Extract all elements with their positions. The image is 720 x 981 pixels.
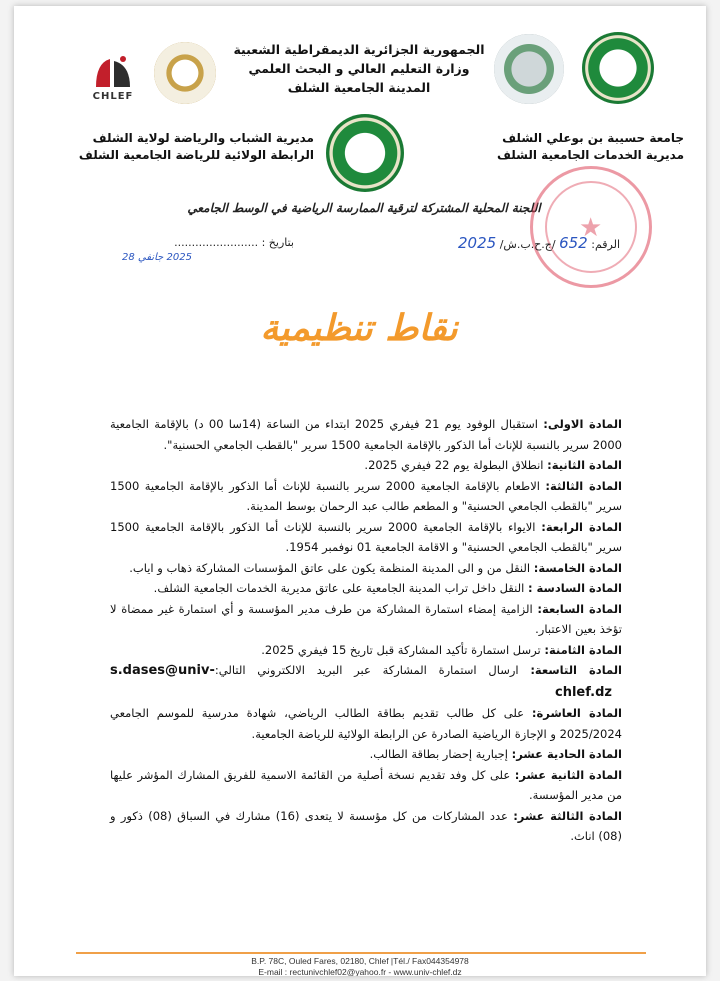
article-text: على كل طالب تقديم بطاقة الطالب الرياضي، شهادة مدرسية للموسم الجامعي 2025/2024 و الإجازة الرياضية الصادرة عن الرابطة الولائية للرياضة الجامعية. [110,706,622,741]
right-institution-block [484,130,684,164]
article-label: المادة الثالثة: [545,478,622,493]
article-item [110,744,622,765]
article-label: المادة الثانية عشر: [514,767,623,782]
article-label: المادة السادسة : [527,581,622,595]
article-text: على كل وفد تقديم نسخة أصلية من القائمة الاسمية للفريق المشارك المؤشر عليها من مدير المؤسسة. [110,767,622,802]
chlef-university-logo [80,46,146,108]
reference-line [390,234,620,252]
header-ministry: وزارة التعليم العالي و البحث العلمي [248,61,470,76]
footer-contact [14,956,706,976]
official-header [224,40,494,97]
article-text: استقبال الوفود يوم 21 فيفري 2025 ابتداء من الساعة (14سا 00 د) بالإقامة الجامعية 2000 سرير بالنسبة للإناث أما الذكور بالإقامة الجامعية 1500 سرير "بالقطب الجامعي الحسنية". [110,417,622,452]
student-residence-seal [494,34,564,104]
article-text: انطلاق البطولة يوم 22 فيفري 2025. [364,458,544,472]
footer-divider [76,952,646,954]
right-line-1: جامعة حسيبة بن بوعلي الشلف [502,131,684,145]
article-item [110,517,622,558]
chlef-logo-text: CHLEF [92,90,134,102]
article-item [110,476,622,517]
date-dots: ........................ [174,236,259,249]
article-text: الايواء بالإقامة الجامعية 2000 سرير بالنسبة للإناث أما الذكور بالإقامة الجامعية 1500 سرير "بالقطب الجامعي الحسنية" و الاقامة الجامعية 01 نوفمبر 1954. [110,519,622,554]
left-institution-block [74,130,314,164]
article-label: المادة التاسعة: [530,663,622,677]
document-title: نقاط تنظيمية [260,308,458,349]
date-handwritten: 2025 جانفي 28 [122,252,192,263]
article-label: المادة الخامسة: [533,560,622,575]
article-text: إجبارية إحضار بطاقة الطالب. [369,747,508,761]
committee-title: اللجنة المحلية المشتركة لترقية الممارسة الرياضية في الوسط الجامعي [187,201,541,215]
official-stamp [530,166,652,288]
university-services-seal [582,32,654,104]
contact-email-link[interactable]: s.dases@univ-chlef.dz [110,663,612,700]
algerian-emblem-seal [154,42,216,104]
article-text: النقل من و الى المدينة المنظمة يكون على عاتق المؤسسات المشاركة ذهاب و اياب. [129,560,531,575]
article-label: المادة السابعة: [537,601,622,616]
header-city: المدينة الجامعية الشلف [287,80,431,95]
article-text: الزامية إمضاء استمارة المشاركة من طرف مدير المؤسسة و أي استمارة غير ممضاة لا تؤخذ بعين الاعتبار. [110,601,622,636]
article-label: المادة الثالثة عشر: [513,808,622,823]
left-line-2: الرابطة الولائية للرياضة الجامعية الشلف [78,148,314,162]
article-label: المادة الاولى: [543,417,622,431]
article-item [110,806,622,847]
reference-suffix: /ج.ح.ب.ش/ [499,238,556,251]
article-label: المادة الرابعة: [541,519,622,534]
article-label: المادة الحادية عشر: [511,747,622,761]
right-line-2: مديرية الخدمات الجامعية الشلف [496,148,684,162]
article-item [110,599,622,640]
articles-list [110,414,622,847]
footer-address: B.P. 78C, Ouled Fares, 02180, Chlef |Tél./ Fax044354978 [251,956,469,966]
reference-label: الرقم: [591,238,620,251]
footer-email: E-mail : rectunivchlef02@yahoo.fr - www.univ-chlef.dz [258,967,462,976]
header-republic: الجمهورية الجزائرية الديمقراطية الشعبية [233,42,485,57]
article-item [110,703,622,744]
article-label: المادة العاشرة: [531,706,623,720]
article-item [110,660,622,703]
article-label: المادة الثامنة: [544,642,622,657]
reference-number: 652 [559,234,588,252]
article-text: ارسال استمارة المشاركة عبر البريد الالكتروني التالي: [214,663,519,677]
stamp-star-icon: ★ [579,213,603,243]
center-university-seal [326,114,404,192]
article-item [110,765,622,806]
chlef-emblem-icon [90,53,136,91]
article-label: المادة الثانية: [547,458,622,472]
article-text: النقل داخل تراب المدينة الجامعية على عاتق مديرية الخدمات الجامعية الشلف. [153,581,525,595]
article-item [110,578,622,599]
article-text: عدد المشاركات من كل مؤسسة لا يتعدى (16) مشارك في السباق (08) ذكور و (08) اناث. [110,808,622,843]
reference-year: 2025 [458,234,497,252]
article-item [110,414,622,455]
left-line-1: مديرية الشباب والرياضة لولاية الشلف [92,131,314,145]
article-text: الاطعام بالإقامة الجامعية 2000 سرير بالنسبة للإناث أما الذكور بالإقامة الجامعية 1500 سرير "بالقطب الجامعي الحسنية" و المطعم طالب عبد الرحمان بوسط المدينة. [110,478,622,513]
article-item [110,640,622,661]
date-line [94,236,294,249]
date-label: بتاريخ : [261,236,294,249]
article-item [110,455,622,476]
article-text: ترسل استمارة تأكيد المشاركة قبل تاريخ 15 فيفري 2025. [261,642,541,657]
article-item [110,558,622,579]
document-page [14,6,706,976]
